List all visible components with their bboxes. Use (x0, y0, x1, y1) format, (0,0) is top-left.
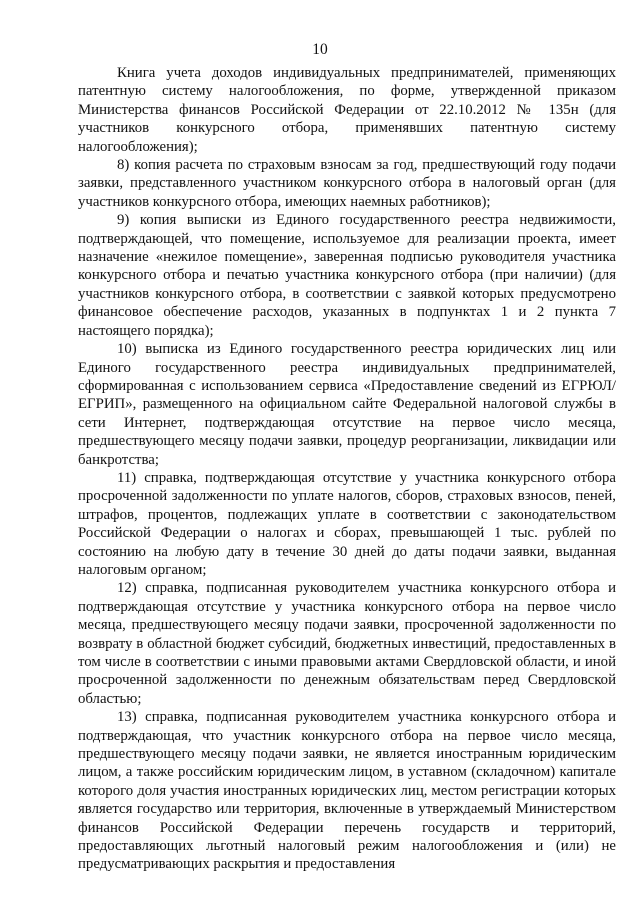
document-body (78, 64, 616, 874)
paragraph-item-13: 13) справка, подписанная руководителем участника конкурсного отбора и подтверждающая, что участник конкурсного отбора на первое число месяца, предшествующего месяцу подачи заявки, не является иностранным юридическим лицом, а также российским юридическим лицом, в уставном (складочном) капитале которого доля участия иностранных юридических лиц, местом регистрации которых является государство или территория, включенные в утверждаемый Министерством финансов Российской Федерации перечень государств и территорий, предоставляющих льготный налоговый режим налогообложения и (или) не предусматривающих раскрытия и предоставления (78, 709, 616, 873)
paragraph-item-8: 8) копия расчета по страховым взносам за год, предшествующий году подачи заявки, представленного участником конкурсного отбора в налоговый орган (для участников конкурсного отбора, имеющих наемных работников); (78, 157, 616, 210)
paragraph-income-book: Книга учета доходов индивидуальных предпринимателей, применяющих патентную систему налогообложения, по форме, утвержденной приказом Министерства финансов Российской Федерации от 22.10.2012 № 135н (для участников конкурсного отбора, применявших патентную систему налогообложения); (78, 65, 616, 155)
page-number: 10 (312, 41, 328, 58)
paragraph-item-11: 11) справка, подтверждающая отсутствие у участника конкурсного отбора просроченной задолженности по уплате налогов, сборов, страховых взносов, пеней, штрафов, процентов, подлежащих уплате в соответствии с законодательством Российской Федерации о налогах и сборах, превышающей 1 тыс. рублей по состоянию на любую дату в течение 30 дней до даты подачи заявки, выданная налоговым органом; (78, 469, 616, 578)
paragraph-item-10: 10) выписка из Единого государственного реестра юридических лиц или Единого государственного реестра индивидуальных предпринимателей, сформированная с использованием сервиса «Предоставление сведений из ЕГРЮЛ/ЕГРИП», размещенного на официальном сайте Федеральной налоговой службы в сети Интернет, подтверждающая отсутствие на первое число месяца, предшествующего месяцу подачи заявки, процедур реорганизации, ликвидации или банкротства; (78, 341, 616, 468)
paragraph-item-12: 12) справка, подписанная руководителем участника конкурсного отбора и подтверждающая отсутствие у участника конкурсного отбора на первое число месяца, предшествующего месяцу подачи заявки, просроченной задолженности по возврату в областной бюджет субсидий, бюджетных инвестиций, предоставленных в том числе в соответствии с иными правовыми актами Свердловской области, и иной просроченной задолженности по денежным обязательствам перед Свердловской областью; (78, 580, 616, 707)
paragraph-item-9: 9) копия выписки из Единого государственного реестра недвижимости, подтверждающей, что помещение, используемое для реализации проекта, имеет назначение «нежилое помещение», заверенная подписью руководителя участника конкурсного отбора и печатью участника конкурсного отбора (при наличии) (для участников конкурсного отбора, в соответствии с заявкой которых предусмотрено финансовое обеспечение расходов, указанных в подпунктах 1 и 2 пункта 7 настоящего порядка); (78, 212, 616, 339)
